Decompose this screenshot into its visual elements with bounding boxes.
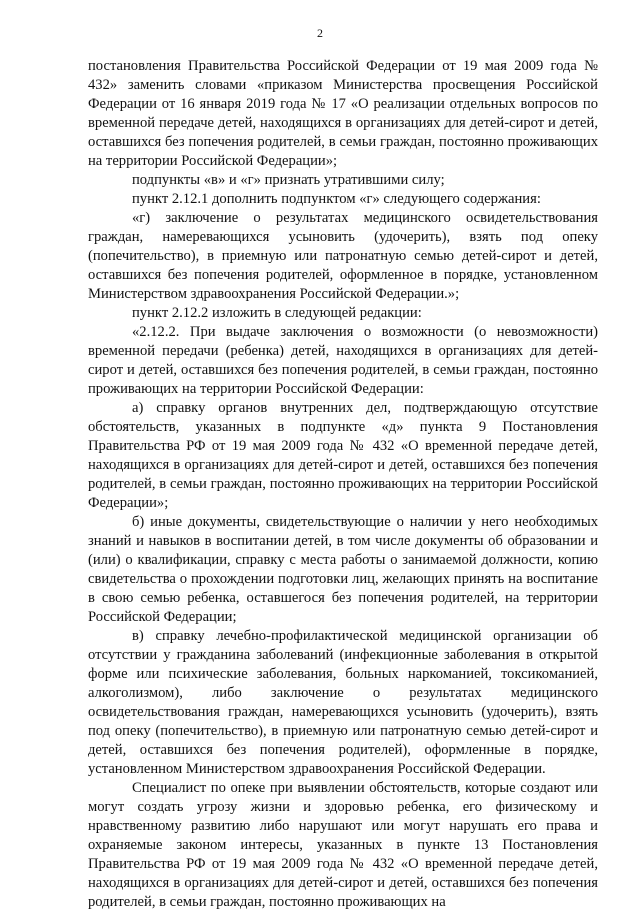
document-body xyxy=(88,57,598,912)
paragraph-2-12-2-text: «2.12.2. При выдаче заключения о возможности (о невозможности) временной передачи (ребенка) детей, находящихся в организациях для детей-сирот и детей, оставшихся без попечения родителей, в семьи граждан, постоянно проживающих на территории Российской Федерации: xyxy=(88,324,598,397)
paragraph-subpoints-void: подпункты «в» и «г» признать утратившими силу; xyxy=(132,172,445,188)
paragraph-point-2-12-2: пункт 2.12.2 изложить в следующей редакции: xyxy=(132,305,422,321)
paragraph-continuation: постановления Правительства Российской Федерации от 19 мая 2009 года № 432» заменить словами «приказом Министерства просвещения Российской Федерации от 16 января 2019 года № 17 «О реализации отдельных вопросов по временной передаче детей, находящихся в организациях для детей-сирот и детей, оставшихся без попечения родителей, в семьи граждан, постоянно проживающих на территории Российской Федерации»; xyxy=(88,58,598,169)
paragraph-item-a: а) справку органов внутренних дел, подтверждающую отсутствие обстоятельств, указанных в подпункте «д» пункта 9 Постановления Правительства РФ от 19 мая 2009 года № 432 «О временной передаче детей, находящихся в организациях для детей-сирот и детей, оставшихся без попечения родителей, в семьи граждан, постоянно проживающих на территории Российской Федерации»; xyxy=(88,400,598,511)
paragraph-subpoint-g: «г) заключение о результатах медицинского освидетельствования граждан, намеревающихся усыновить (удочерить), взять под опеку (попечительство), в приемную или патронатную семью детей-сирот и детей, оставшихся без попечения родителей, оформленное в порядке, установленном Министерством здравоохранения Российской Федерации.»; xyxy=(88,210,598,302)
paragraph-item-b: б) иные документы, свидетельствующие о наличии у него необходимых знаний и навыков в воспитании детей, в том числе документы об образовании и (или) о квалификации, справку с места работы о занимаемой должности, копию свидетельства о прохождении подготовки лиц, желающих принять на воспитание в свою семью ребенка, оставшегося без попечения родителей, на территории Российской Федерации; xyxy=(88,514,598,625)
page-number: 2 xyxy=(317,26,323,40)
paragraph-specialist: Специалист по опеке при выявлении обстоятельств, которые создают или могут создать угрозу жизни и здоровью ребенка, его физическому и нравственному развитию либо нарушают или могут нарушать его права и охраняемые законом интересы, указанных в пункте 13 Постановления Правительства РФ от 19 мая 2009 года № 432 «О временной передаче детей, находящихся в организациях для детей-сирот и детей, оставшихся без попечения родителей, в семьи граждан, постоянно проживающих на xyxy=(88,780,598,910)
paragraph-item-v: в) справку лечебно-профилактической медицинской организации об отсутствии у гражданина заболеваний (инфекционные заболевания в открытой форме или психические заболевания, больных наркоманией, токсикоманией, алкоголизмом), либо заключение о результатах медицинского освидетельствования граждан, намеревающихся усыновить (удочерить), взять под опеку (попечительство), в приемную или патронатную семью детей-сирот и детей, оставшихся без попечения родителей), оформленные в порядке, установленном Министерством здравоохранения Российской Федерации. xyxy=(88,628,598,777)
paragraph-point-2-12-1: пункт 2.12.1 дополнить подпунктом «г» следующего содержания: xyxy=(132,191,541,207)
